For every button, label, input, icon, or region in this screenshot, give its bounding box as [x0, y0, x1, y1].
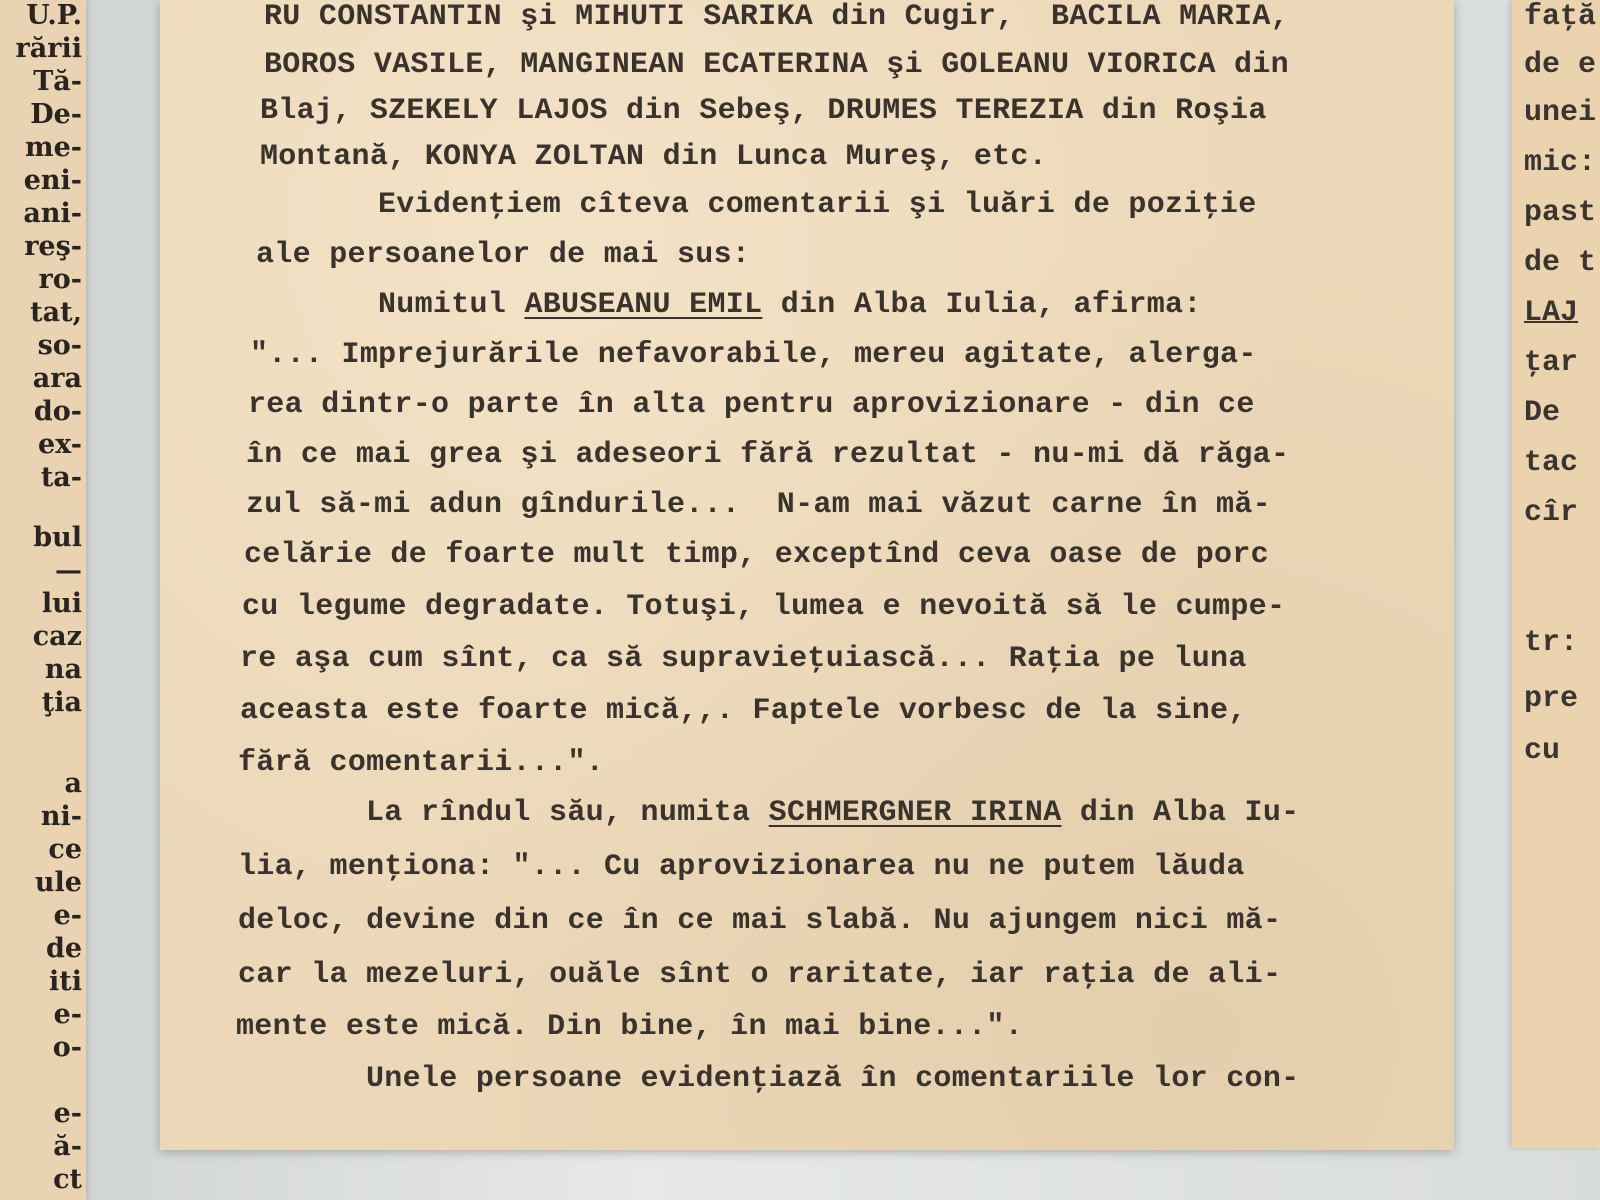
- left-fragment: Tă-: [33, 66, 82, 97]
- left-fragment: ro-: [38, 264, 82, 295]
- left-fragment: lui: [41, 588, 82, 619]
- text-line-with-name: [366, 798, 1299, 828]
- right-fragment: cu: [1524, 734, 1561, 768]
- left-newspaper-strip: [0, 0, 86, 1200]
- text-line: lia, menţiona: "... Cu aprovizionarea nu ne putem lăuda: [238, 850, 1245, 884]
- left-fragment: U.P.: [26, 0, 82, 31]
- right-fragment: pre: [1524, 682, 1579, 716]
- text-line: BOROS VASILE, MANGINEAN ECATERINA şi GOLEANU VIORICA din: [264, 48, 1289, 82]
- underlined-name: SCHMERGNER IRINA: [768, 796, 1062, 830]
- right-fragment: tr:: [1524, 626, 1579, 660]
- text-line-with-name: [378, 290, 1202, 320]
- left-fragment: ţia: [41, 687, 82, 718]
- left-fragment: rării: [15, 33, 82, 64]
- right-fragment: mic:: [1524, 146, 1597, 180]
- text-line: Montană, KONYA ZOLTAN din Lunca Mureş, etc.: [260, 140, 1048, 174]
- left-fragment: ce: [48, 834, 82, 865]
- typed-document-page: [160, 0, 1454, 1150]
- right-fragment: LAJ: [1524, 296, 1579, 330]
- underlined-name: ABUSEANU EMIL: [524, 288, 763, 322]
- left-fragment: ta-: [40, 462, 82, 493]
- right-fragment: tac: [1524, 446, 1579, 480]
- right-fragment: de t: [1524, 246, 1597, 280]
- text-line: re aşa cum sînt, ca să supravieţuiască... Raţia pe luna: [240, 642, 1247, 676]
- left-fragment: reş-: [24, 231, 82, 262]
- left-fragment: ani-: [23, 198, 82, 229]
- text-line: mente este mică. Din bine, în mai bine...".: [236, 1010, 1024, 1044]
- right-fragment: ţar: [1524, 346, 1579, 380]
- left-fragment: e-: [53, 999, 82, 1030]
- text-line: rea dintr-o parte în alta pentru aprovizionare - din ce: [248, 388, 1255, 422]
- left-fragment: de: [45, 933, 82, 964]
- left-fragment: na: [44, 654, 82, 685]
- text-line: zul să-mi adun gîndurile... N-am mai văzut carne în mă-: [246, 488, 1271, 522]
- text-line: Unele persoane evidenţiază în comentariile lor con-: [366, 1062, 1300, 1096]
- left-fragment: me-: [25, 132, 82, 163]
- text-line: cu legume degradate. Totuşi, lumea e nevoită să le cumpe-: [242, 590, 1286, 624]
- left-fragment: e-: [53, 900, 82, 931]
- right-fragment: past: [1524, 196, 1597, 230]
- left-fragment: tat,: [30, 297, 82, 328]
- text-line: "... Imprejurările nefavorabile, mereu agitate, alerga-: [250, 338, 1257, 372]
- left-fragment: ni-: [40, 801, 82, 832]
- left-fragment: ă-: [53, 1131, 82, 1162]
- left-fragment: e-: [53, 1098, 82, 1129]
- text-segment: din Alba Iu-: [1061, 796, 1300, 830]
- left-fragment: o-: [52, 1032, 82, 1063]
- text-line: în ce mai grea şi adeseori fără rezultat - nu-mi dă răga-: [246, 438, 1290, 472]
- text-line: RU CONSTANTIN şi MIHUTI SARIKA din Cugir, BACILA MARIA,: [264, 0, 1289, 34]
- right-fragment: faţă: [1524, 0, 1597, 34]
- left-fragment: eni-: [23, 165, 82, 196]
- left-fragment: do-: [33, 396, 82, 427]
- text-line: Blaj, SZEKELY LAJOS din Sebeş, DRUMES TEREZIA din Roşia: [260, 94, 1267, 128]
- left-fragment: ule: [34, 867, 82, 898]
- left-fragment: iti: [49, 966, 82, 997]
- left-fragment: caz: [32, 621, 82, 652]
- text-line: deloc, devine din ce în ce mai slabă. Nu ajungem nici mă-: [238, 904, 1282, 938]
- text-segment: La rîndul său, numita: [366, 796, 769, 830]
- right-document-strip: [1512, 0, 1600, 1148]
- text-segment: Numitul: [378, 288, 525, 322]
- text-line: Evidenţiem cîteva comentarii şi luări de poziţie: [378, 188, 1257, 222]
- text-line: celărie de foarte mult timp, exceptînd ceva oase de porc: [244, 538, 1269, 572]
- right-fragment: De: [1524, 396, 1561, 430]
- left-fragment: bul: [33, 522, 82, 553]
- right-fragment: de e: [1524, 48, 1597, 82]
- text-line: aceasta este foarte mică,,. Faptele vorbesc de la sine,: [240, 694, 1247, 728]
- left-fragment: so-: [37, 330, 82, 361]
- left-fragment: ara: [32, 363, 82, 394]
- left-fragment: ct: [53, 1164, 82, 1195]
- text-line: fără comentarii...".: [238, 746, 605, 780]
- left-fragment: a: [64, 768, 82, 799]
- left-fragment: —: [55, 555, 82, 586]
- text-line: ale persoanelor de mai sus:: [256, 238, 751, 272]
- left-fragment: De-: [30, 99, 82, 130]
- text-line: car la mezeluri, ouăle sînt o raritate, iar raţia de ali-: [238, 958, 1282, 992]
- text-segment: din Alba Iulia, afirma:: [762, 288, 1202, 322]
- left-fragment: ex-: [37, 429, 82, 460]
- right-fragment: unei: [1524, 96, 1597, 130]
- right-fragment: cîr: [1524, 496, 1579, 530]
